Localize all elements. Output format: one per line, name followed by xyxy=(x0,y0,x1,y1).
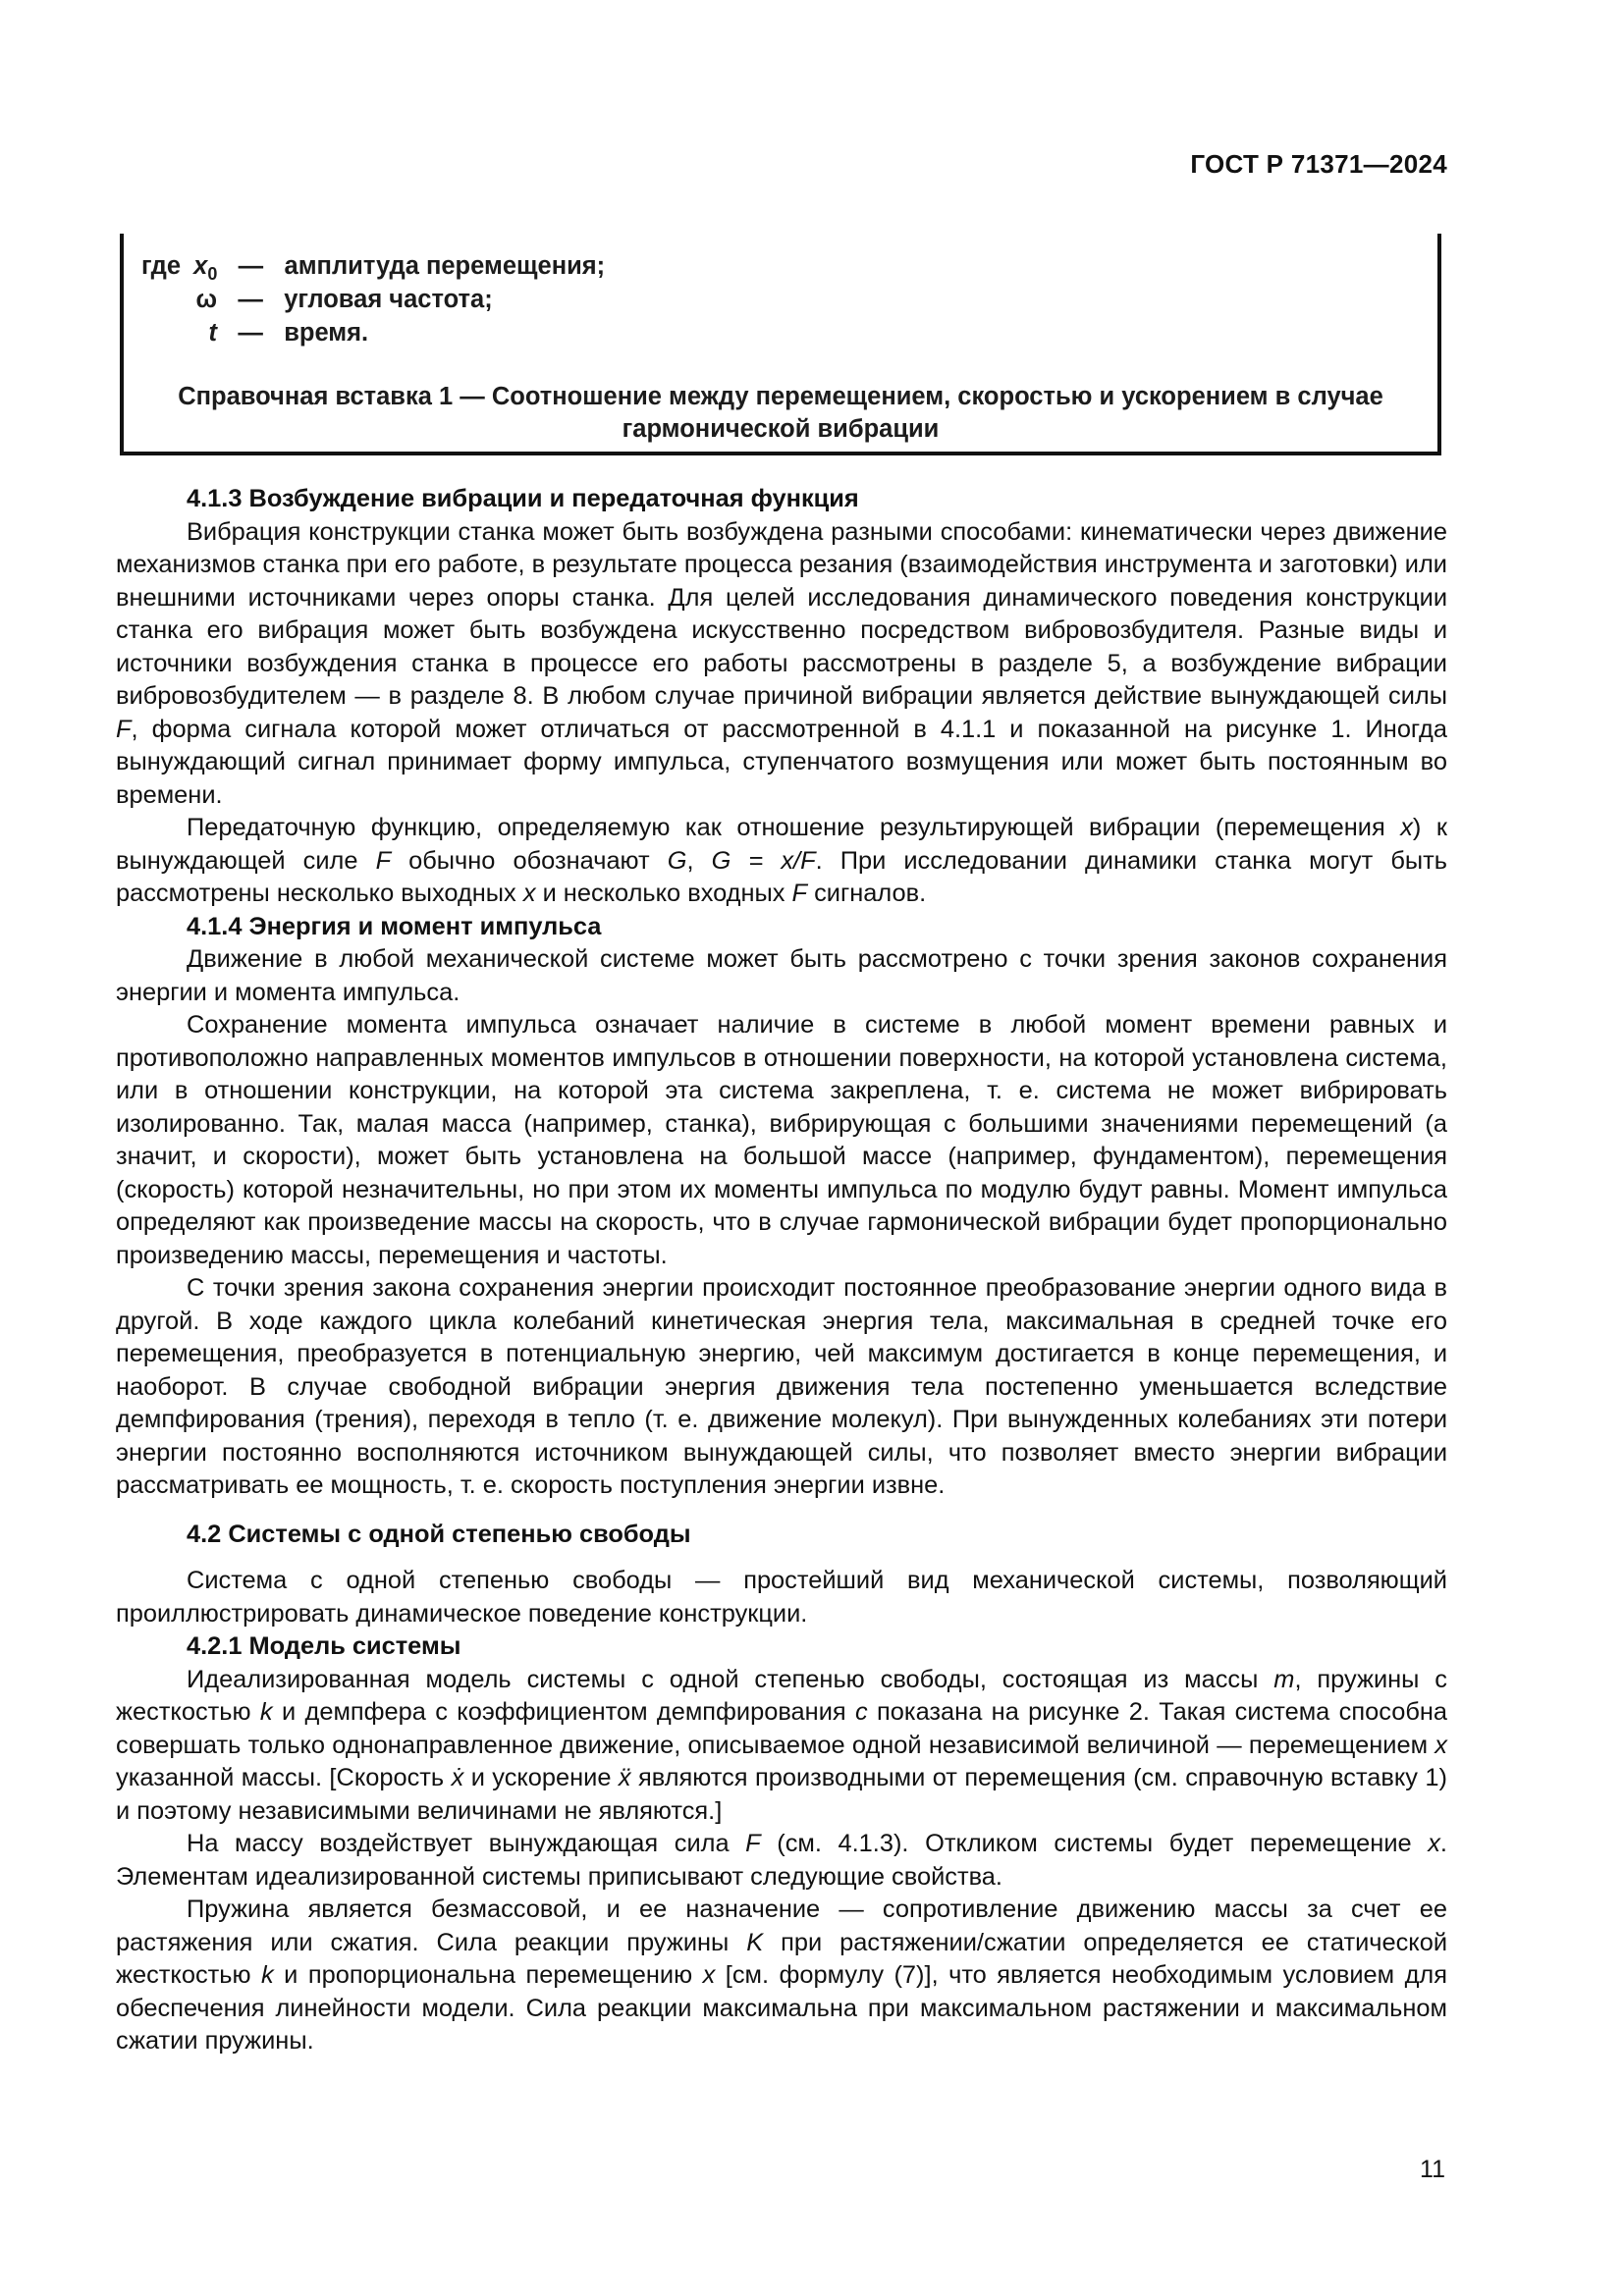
paragraph: Система с одной степенью свободы — простейший вид механической системы, позволяющий проиллюстрировать динамическое поведение конструкции. xyxy=(116,1567,1447,1628)
dash: — xyxy=(238,252,264,280)
paragraph: Передаточную функцию, определяемую как отношение результирующей вибрации (перемещения x) к вынуждающей силе F обычно обозначают G, G = x/F. При исследовании динамики станка могут быть рассмотрены несколько выходных x и несколько входных F сигналов. xyxy=(116,814,1448,907)
paragraph: С точки зрения закона сохранения энергии происходит постоянное преобразование энергии одного вида в другой. В ходе каждого цикла колебаний кинетическая энергия тела, максимальная в средней точке его перемещения, преобразуется в потенциальную энергию, чей максимум достигается в конце перемещения, и наоборот. В случае свободной вибрации энергия движения тела постепенно уменьшается вследствие демпфирования (трения), переходя в тепло (т. е. движение молекул). При вынужденных колебаниях эти потери энергии постоянно восполняются источником вынуждающей силы, что позволяет вместо энергии вибрации рассматривать ее мощность, т. е. скорость поступления энергии извне. xyxy=(116,1274,1447,1499)
main-text xyxy=(116,483,1447,2058)
paragraph: Пружина является безмассовой, и ее назначение — сопротивление движению массы за счет ее растяжения или сжатия. Сила реакции пружины K при растяжении/сжатии определяется ее статической жесткостью k и пропорциональна перемещению x [см. формулу (7)], что является необходимым условием для обеспечения линейности модели. Сила реакции максимальна при максимальном растяжении и максимальном сжатии пружины. xyxy=(116,1896,1447,2055)
section-heading-4-1-3: 4.1.3 Возбуждение вибрации и передаточная функция xyxy=(187,485,859,512)
dash: — xyxy=(238,286,263,313)
page-number: 11 xyxy=(1420,2156,1445,2183)
section-heading-4-2: 4.2 Системы с одной степенью свободы xyxy=(187,1520,691,1548)
paragraph: Идеализированная модель системы с одной степенью свободы, состоящая из массы m, пружины с жесткостью k и демпфера с коэффициентом демпфирования c показана на рисунке 2. Такая система способна совершать только однонаправленное движение, описываемое одной независимой величиной — перемещением x указанной массы. [Скорость ẋ и ускорение ẍ являются производными от перемещения (см. справочную вставку 1) и поэтому независимыми величинами не являются.] xyxy=(116,1665,1447,1825)
reference-insert-caption: Справочная вставка 1 — Соотношение между перемещением, скоростью и ускорением в случае гармонической вибрации xyxy=(178,383,1383,443)
definition-text: угловая частота; xyxy=(284,286,493,313)
definition-text: время. xyxy=(284,319,369,347)
symbol-t: t xyxy=(208,319,217,347)
definition-text: амплитуда перемещения; xyxy=(284,252,606,280)
where-word: где xyxy=(141,252,182,280)
definition-x0 xyxy=(141,251,605,289)
symbol-omega: ω xyxy=(195,286,217,313)
paragraph: На массу воздействует вынуждающая сила F (см. 4.1.3). Откликом системы будет перемещение x. Элементам идеализированной системы приписывают следующие свойства. xyxy=(116,1830,1447,1891)
section-heading-4-2-1: 4.2.1 Модель системы xyxy=(187,1632,461,1660)
paragraph: Вибрация конструкции станка может быть возбуждена разными способами: кинематически через движение механизмов станка при его работе, в результате процесса резания (взаимодействия инструмента и заготовки) или внешними источниками через опоры станка. Для целей исследования динамического поведения конструкции станка его вибрация может быть возбуждена искусственно посредством вибровозбудителя. Разные виды и источники возбуждения станка в процессе его работы рассмотрены в разделе 5, а возбуждение вибрации вибровозбудителем — в разделе 8. В любом случае причиной вибрации является действие вынуждающей силы F, форма сигнала которой может отличаться от рассмотренной в 4.1.1 и показанной на рисунке 1. Иногда вынуждающий сигнал принимает форму импульса, ступенчатого возмущения или может быть постоянным во времени. xyxy=(116,517,1447,809)
paragraph: Сохранение момента импульса означает наличие в системе в любой момент времени равных и противоположно направленных моментов импульсов в отношении поверхности, на которой установлена система, или в отношении конструкции, на которой эта система закреплена, т. е. система не может вибрировать изолированно. Так, малая масса (например, станка), вибрирующая с большими значениями перемещений (а значит, и скорости), может быть установлена на большой массе (например, фундаментом), перемещения (скорость) которой незначительны, но при этом их моменты импульса по модулю будут равны. Момент импульса определяют как произведение массы на скорость, что в случае гармонической вибрации будет пропорционально произведению массы, перемещения и частоты. xyxy=(116,1011,1447,1269)
reference-insert-box xyxy=(120,234,1441,455)
symbol-x0: $x_0$ xyxy=(193,252,218,285)
section-heading-4-1-4: 4.1.4 Энергия и момент импульса xyxy=(187,912,602,940)
definition-t xyxy=(141,318,368,347)
standard-code: ГОСТ Р 71371—2024 xyxy=(1190,149,1447,179)
dash: — xyxy=(238,319,263,347)
definition-omega xyxy=(141,285,493,314)
paragraph: Движение в любой механической системе может быть рассмотрено с точки зрения законов сохранения энергии и момента импульса. xyxy=(116,945,1447,1006)
